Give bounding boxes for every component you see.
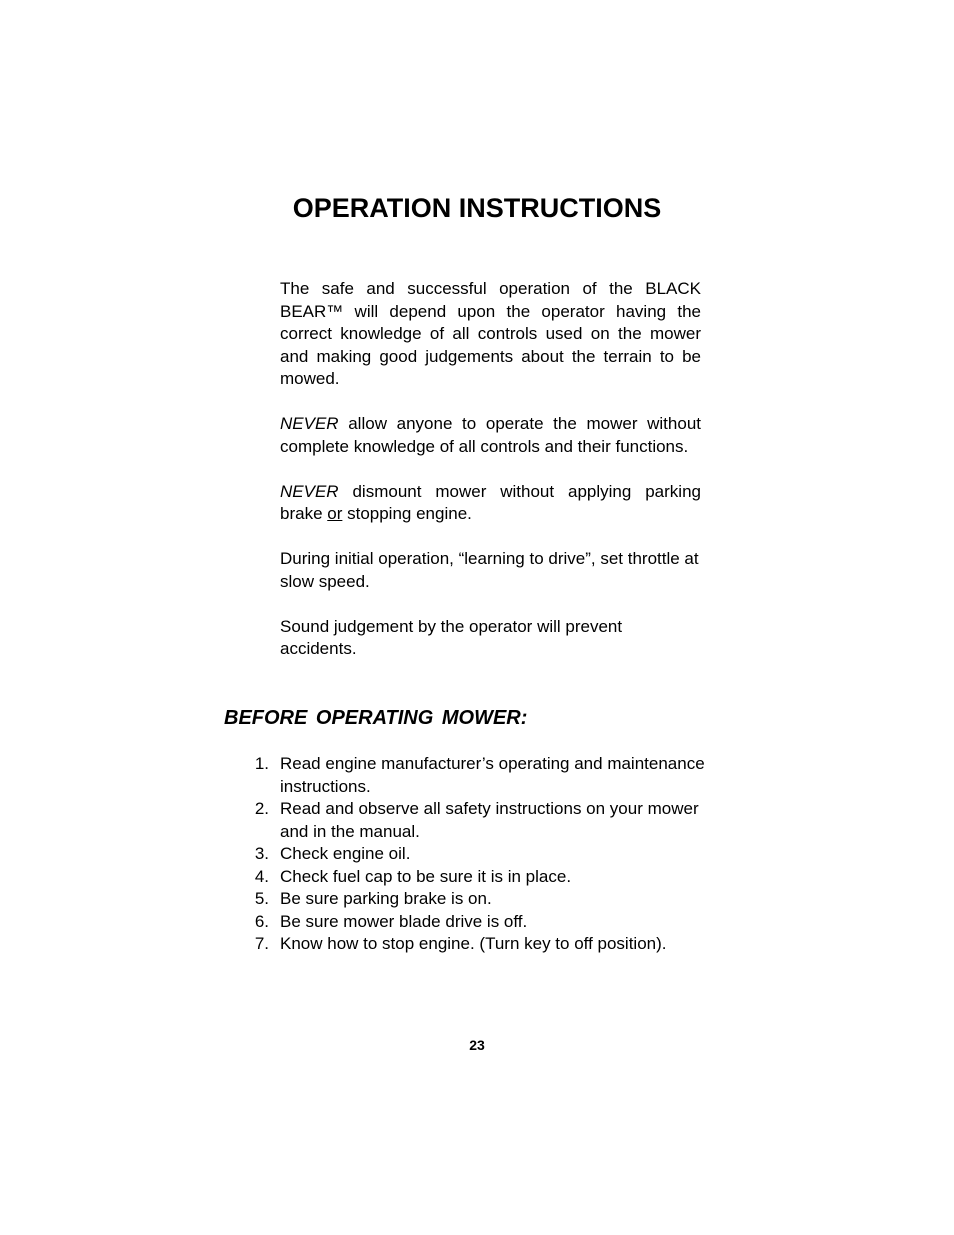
step-text: Be sure mower blade drive is off.: [280, 911, 528, 931]
page-number: 23: [469, 1037, 485, 1053]
or-underlined: or: [327, 504, 343, 523]
list-item: [242, 866, 712, 889]
never-operate-warning: [280, 413, 701, 458]
step-text: Check fuel cap to be sure it is in place.: [280, 866, 572, 886]
never-dismount-warning: [280, 481, 701, 526]
step-text: Check engine oil.: [280, 844, 411, 863]
list-item: [242, 753, 712, 798]
list-item: [242, 843, 712, 866]
list-item: [242, 798, 712, 843]
warning-text: dismount mower without applying parking brake: [280, 481, 701, 523]
step-number: 6.: [254, 911, 269, 931]
warning-text: allow anyone to operate the mower without complete knowledge of all controls and their functions.: [280, 414, 701, 456]
step-number: 2.: [254, 799, 269, 818]
intro-paragraph: The safe and successful operation of the BLACK BEAR™ will depend upon the operator having the correct knowledge of all controls used on the mower and making good judgements about the terrain to be mowed.: [280, 279, 701, 388]
warning-text-end: stopping engine.: [342, 504, 472, 523]
throttle-paragraph: During initial operation, “learning to drive”, set throttle at slow speed.: [280, 549, 699, 591]
judgement-paragraph: Sound judgement by the operator will prevent accidents.: [280, 616, 623, 658]
never-emphasis: NEVER: [280, 414, 339, 433]
step-text: Read engine manufacturer’s operating and maintenance instructions.: [280, 754, 705, 796]
step-number: 7.: [254, 934, 269, 953]
section-heading: BEFORE OPERATING MOWER:: [224, 707, 528, 729]
list-item: [242, 911, 712, 934]
list-item: [242, 933, 712, 956]
page-title: OPERATION INSTRUCTIONS: [292, 193, 662, 223]
never-emphasis: NEVER: [280, 481, 339, 501]
step-number: 4.: [254, 866, 269, 886]
step-text: Know how to stop engine. (Turn key to off position).: [280, 934, 667, 953]
step-number: 3.: [254, 844, 269, 863]
step-text: Be sure parking brake is on.: [280, 889, 492, 908]
step-number: 1.: [254, 754, 269, 773]
step-text: Read and observe all safety instructions on your mower and in the manual.: [280, 799, 699, 841]
list-item: [242, 888, 712, 911]
steps-list: [242, 753, 712, 956]
intro-section: [280, 278, 701, 683]
step-number: 5.: [254, 889, 269, 908]
